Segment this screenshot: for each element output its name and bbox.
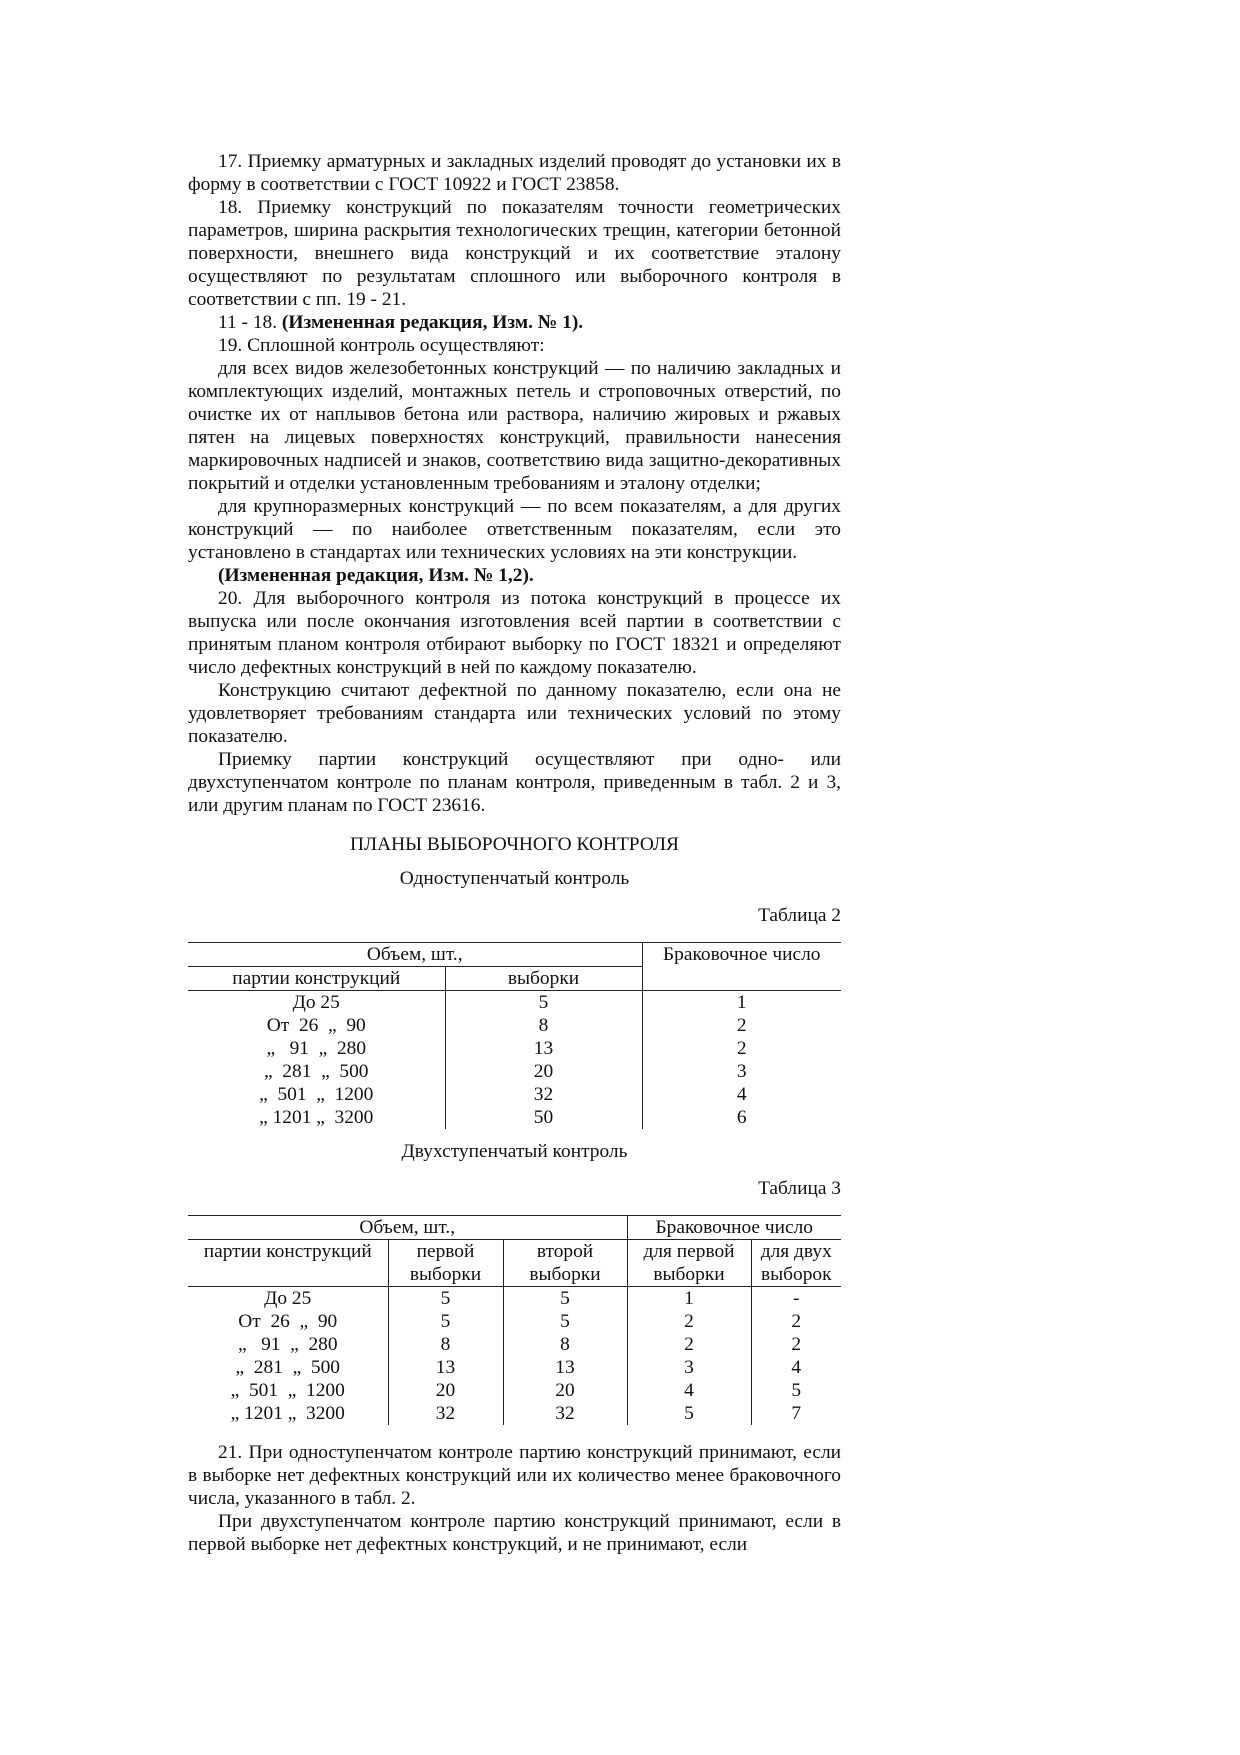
paragraph-19-item-2: для крупноразмерных конструкций — по всем показателям, а для других конструкций — по наиболее ответственным показателям, если это установлено в стандартах или технических условиях на эти конструкции.	[188, 496, 841, 563]
table2-cell-reject: 2	[736, 1015, 747, 1036]
table3-cell-second: 8	[503, 1333, 627, 1356]
table2-cell-lot	[188, 1060, 445, 1083]
table3-cell-second: 20	[503, 1379, 627, 1402]
table3-lot-text: „ 281 „ 500	[235, 1357, 340, 1378]
table3-cell-first: 20	[388, 1379, 503, 1402]
amendment-bold: (Измененная редакция, Изм. № 1).	[281, 312, 584, 333]
table2-cell-sample: 5	[445, 991, 642, 1015]
table-row	[188, 1333, 841, 1356]
table2-cell-sample: 50	[445, 1106, 642, 1129]
table3-cell-reject-first: 1	[627, 1287, 751, 1311]
paragraph-20-defect: Конструкцию считают дефектной по данному показателю, если она не удовлетворяет требованиям стандарта или технических условий по этому показателю.	[188, 680, 841, 747]
table2-cell-reject: 4	[736, 1084, 747, 1105]
header-line: выборки	[409, 1264, 482, 1285]
table3-cell-lot	[188, 1333, 388, 1356]
table2-lot-text: „ 1201 „ 3200	[259, 1107, 374, 1128]
table-row	[188, 1356, 841, 1379]
table2-cell-lot: До 25	[188, 991, 445, 1015]
table-row	[188, 1402, 841, 1425]
header-line: для первой	[643, 1241, 735, 1262]
table2-single-stage	[188, 942, 841, 1129]
table2-lot-text: „ 281 „ 500	[264, 1061, 369, 1082]
table3-header-lot: партии конструкций	[188, 1240, 388, 1287]
section-title: ПЛАНЫ ВЫБОРОЧНОГО КОНТРОЛЯ	[350, 834, 679, 855]
amendment-prefix: 11 - 18.	[218, 312, 282, 333]
table2-lot-text: „ 91 „ 280	[266, 1038, 367, 1059]
table2-cell-reject: 2	[736, 1038, 747, 1059]
table3-cell-reject-first: 3	[627, 1356, 751, 1379]
table-row	[188, 1106, 841, 1129]
table3-cell-first: 8	[388, 1333, 503, 1356]
table-row	[188, 1037, 841, 1060]
table3-cell-first: 5	[388, 1287, 503, 1311]
table2-cell-lot	[188, 1014, 445, 1037]
paragraph-18: 18. Приемку конструкций по показателям точности геометрических параметров, ширина раскрытия технологических трещин, категории бетонной поверхности, внешнего вида конструкций и их соответствие эталону осуществляют по результатам сплошного или выборочного контроля в соответствии с пп. 19 - 21.	[188, 197, 841, 310]
table2-cell-lot	[188, 1037, 445, 1060]
table2-cell-reject: 1	[736, 992, 747, 1013]
table3-cell-second: 5	[503, 1310, 627, 1333]
table-row	[188, 1014, 841, 1037]
table3-cell-lot: До 25	[188, 1287, 388, 1311]
table3-header-reject-both	[751, 1240, 841, 1287]
header-line: выборок	[760, 1264, 832, 1285]
table3-cell-first: 32	[388, 1402, 503, 1425]
paragraph-19: 19. Сплошной контроль осуществляют:	[218, 335, 545, 356]
paragraph-21: 21. При одноступенчатом контроле партию конструкций принимают, если в выборке нет дефектных конструкций или их количество менее браковочного числа, указанного в табл. 2.	[188, 1442, 841, 1509]
table3-cell-reject-first: 5	[627, 1402, 751, 1425]
table2-subtitle: Одноступенчатый контроль	[399, 868, 630, 889]
table3-cell-lot	[188, 1356, 388, 1379]
table3-cell-reject-both: 7	[791, 1403, 802, 1424]
table2-cell-reject: 6	[736, 1107, 747, 1128]
table3-header-reject: Браковочное число	[627, 1216, 841, 1240]
table3-cell-first: 13	[388, 1356, 503, 1379]
table3-cell-first: 5	[388, 1310, 503, 1333]
table2-lot-text: От 26 „ 90	[266, 1015, 366, 1036]
paragraph-20-acceptance: Приемку партии конструкций осуществляют при одно- или двухступенчатом контроле по планам контроля, приведенным в табл. 2 и 3, или другим планам по ГОСТ 23616.	[188, 749, 841, 816]
table3-cell-lot	[188, 1310, 388, 1333]
header-line: выборки	[653, 1264, 725, 1285]
header-line: первой	[416, 1241, 475, 1262]
table-row	[188, 1379, 841, 1402]
table2-cell-sample: 8	[445, 1014, 642, 1037]
table2-cell-sample: 32	[445, 1083, 642, 1106]
table2-cell-lot	[188, 1106, 445, 1129]
table3-lot-text: „ 91 „ 280	[237, 1334, 338, 1355]
table3-header-volume: Объем, шт.,	[188, 1216, 627, 1240]
table-row	[188, 1287, 841, 1311]
table3-cell-second: 32	[503, 1402, 627, 1425]
table2-cell-sample: 13	[445, 1037, 642, 1060]
table3-cell-reject-first: 2	[627, 1333, 751, 1356]
table3-header-first	[388, 1240, 503, 1287]
table3-cell-reject-both: -	[793, 1288, 800, 1309]
table3-lot-text: „ 1201 „ 3200	[230, 1403, 345, 1424]
paragraph-17: 17. Приемку арматурных и закладных изделий проводят до установки их в форму в соответствии с ГОСТ 10922 и ГОСТ 23858.	[188, 151, 841, 195]
table3-cell-reject-both: 2	[791, 1334, 802, 1355]
table2-header-reject: Браковочное число	[642, 943, 841, 991]
table3-lot-text: „ 501 „ 1200	[230, 1380, 345, 1401]
table-row	[188, 991, 841, 1015]
amendment-note-1	[188, 311, 841, 334]
table3-label: Таблица 3	[758, 1178, 841, 1199]
table2-header-lot: партии конструкций	[188, 967, 445, 991]
table3-lot-text: От 26 „ 90	[238, 1311, 338, 1332]
table2-label: Таблица 2	[758, 905, 841, 926]
table3-cell-reject-first: 4	[627, 1379, 751, 1402]
table-row	[188, 1083, 841, 1106]
header-line: второй	[536, 1241, 594, 1262]
paragraph-19-item-1: для всех видов железобетонных конструкций — по наличию закладных и комплектующих изделий, монтажных петель и строповочных отверстий, по очистке их от наплывов бетона или раствора, наличию жировых и ржавых пятен на лицевых поверхностях конструкций, правильности нанесения маркировочных надписей и знаков, соответствию вида защитно-декоративных покрытий и отделки установленным требованиям и эталону отделки;	[188, 358, 841, 494]
table2-header-volume: Объем, шт.,	[188, 943, 642, 967]
header-line: для двух	[760, 1241, 832, 1262]
table2-cell-sample: 20	[445, 1060, 642, 1083]
header-line: выборки	[529, 1264, 601, 1285]
table3-two-stage	[188, 1215, 841, 1425]
table3-cell-lot	[188, 1379, 388, 1402]
table3-cell-lot	[188, 1402, 388, 1425]
table3-subtitle: Двухступенчатый контроль	[401, 1141, 628, 1162]
document-page	[188, 150, 841, 1556]
paragraph-20: 20. Для выборочного контроля из потока конструкций в процессе их выпуска или после окончания изготовления всей партии в соответствии с принятым планом контроля отбирают выборку по ГОСТ 18321 и определяют число дефектных конструкций в ней по каждому показателю.	[188, 588, 841, 678]
table2-cell-lot	[188, 1083, 445, 1106]
amendment-note-2	[188, 564, 841, 587]
table2-cell-reject: 3	[736, 1061, 747, 1082]
table3-cell-reject-both: 4	[791, 1357, 802, 1378]
table3-cell-second: 13	[503, 1356, 627, 1379]
table-row	[188, 1310, 841, 1333]
table3-header-reject-first	[627, 1240, 751, 1287]
table3-cell-reject-first: 2	[627, 1310, 751, 1333]
table2-header-sample: выборки	[445, 967, 642, 991]
table3-cell-second: 5	[503, 1287, 627, 1311]
paragraph-21-two-stage: При двухступенчатом контроле партию конструкций принимают, если в первой выборке нет дефектных конструкций, и не принимают, если	[188, 1511, 841, 1555]
table-row	[188, 1060, 841, 1083]
table3-cell-reject-both: 5	[791, 1380, 802, 1401]
table2-lot-text: „ 501 „ 1200	[259, 1084, 374, 1105]
amendment-bold: (Измененная редакция, Изм. № 1,2).	[218, 565, 534, 586]
table3-cell-reject-both: 2	[791, 1311, 802, 1332]
table3-header-second	[503, 1240, 627, 1287]
